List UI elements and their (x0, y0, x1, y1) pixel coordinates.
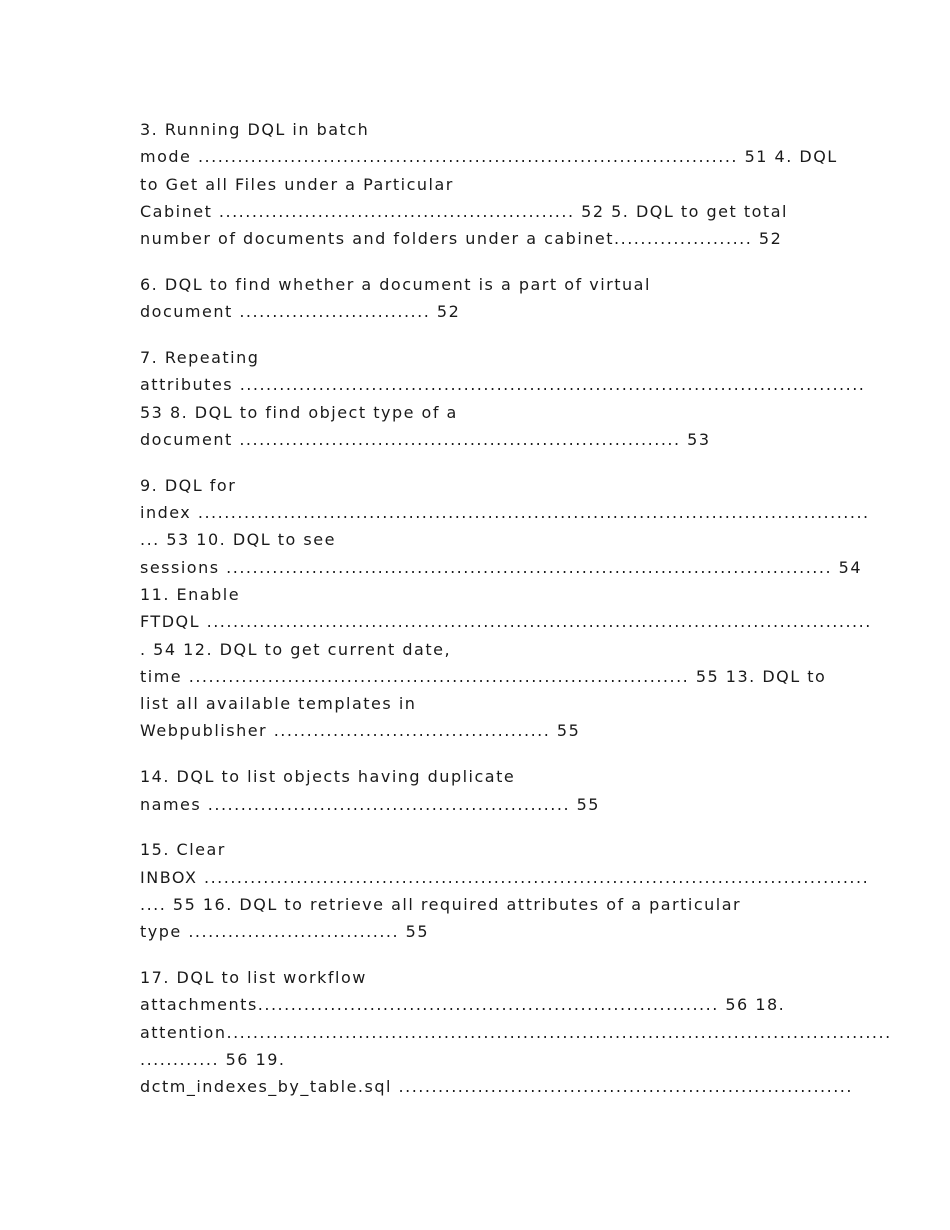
toc-line: Cabinet ...................................................... 52 5. DQL to get total (140, 201, 788, 221)
toc-line: INBOX ..................................................................................................... (140, 867, 870, 887)
toc-line: 14. DQL to list objects having duplicate (140, 767, 516, 787)
toc-line: 7. Repeating (140, 348, 260, 368)
toc-line: 17. DQL to list workflow (140, 968, 367, 988)
toc-line: 3. Running DQL in batch (140, 120, 370, 139)
toc-line: type ................................ 55 (140, 922, 430, 942)
toc-line: document ............................. 52 (140, 302, 461, 322)
toc-line: 9. DQL for (140, 475, 237, 495)
toc-paragraph (140, 271, 812, 326)
toc-line: ... 53 10. DQL to see (140, 530, 336, 550)
toc-line: number of documents and folders under a cabinet..................... 52 (140, 229, 783, 249)
toc-line: 6. DQL to find whether a document is a part of virtual (140, 274, 651, 294)
toc-line: 11. Enable (140, 584, 241, 604)
toc-line: .... 55 16. DQL to retrieve all required attributes of a particular (140, 894, 742, 914)
toc-line: attention..................................................................................................... (140, 1022, 892, 1042)
toc-line: sessions ............................................................................................ 54 (140, 557, 862, 577)
toc-line: Webpublisher .......................................... 55 (140, 721, 581, 741)
toc-line: list all available templates in (140, 694, 417, 714)
toc-line: FTDQL ..................................................................................................... (140, 612, 872, 632)
toc-line: 53 8. DQL to find object type of a (140, 402, 458, 422)
toc-line: to Get all Files under a Particular (140, 174, 454, 194)
toc-line: time ............................................................................ 55 13. DQL to (140, 666, 827, 686)
toc-paragraph (140, 763, 812, 818)
toc-paragraph (140, 964, 892, 1100)
toc-paragraph (140, 116, 838, 252)
document-page (140, 116, 892, 1119)
toc-line: index ...................................................................................................... (140, 503, 870, 523)
toc-line: attachments...................................................................... 56 18. (140, 995, 786, 1015)
toc-line: names ....................................................... 55 (140, 794, 600, 814)
toc-line: . 54 12. DQL to get current date, (140, 639, 452, 659)
toc-paragraph (140, 472, 872, 745)
toc-line: dctm_indexes_by_table.sql ..................................................................... (140, 1077, 853, 1097)
toc-paragraph (140, 344, 866, 453)
toc-line: document ................................................................... 53 (140, 429, 711, 449)
toc-line: 15. Clear (140, 840, 226, 860)
toc-line: ............ 56 19. (140, 1049, 286, 1069)
toc-line: attributes ............................................................................................... (140, 375, 866, 395)
toc-paragraph (140, 836, 870, 945)
toc-line: mode .................................................................................. 51 4. DQL (140, 147, 838, 167)
